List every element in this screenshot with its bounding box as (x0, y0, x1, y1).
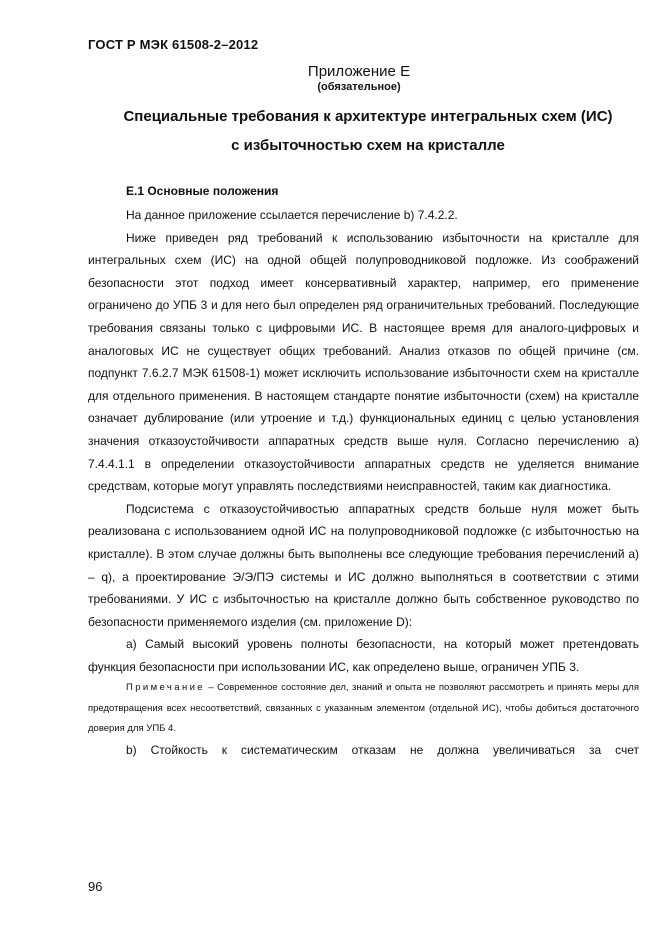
main-title-line-1: Специальные требования к архитектуре интегральных схем (ИС) (123, 108, 613, 125)
appendix-title: Приложение Е (307, 63, 411, 80)
paragraph-1: На данное приложение ссылается перечисление b) 7.4.2.2. (126, 208, 458, 222)
list-item-b: b) Стойкость к систематическим отказам не должна увеличиваться за счет (126, 743, 639, 758)
note-block (88, 678, 639, 739)
appendix-heading (0, 63, 661, 93)
note-text: – Современное состояние дел, знаний и опыта не позволяют рассмотреть и принять меры для предотвращения всех несоответствий, связанных с указанным элементом (отдельной ИС), чтобы добиться достаточного доверия для УПБ 4. (88, 682, 639, 735)
paragraph-3: Подсистема с отказоустойчивостью аппаратных средств больше нуля может быть реализована с использованием одной ИС на полупроводниковой подложке (с избыточностью на кристалле). В этом случае должны быть выполнены все следующие требования перечислений a) – q), а проектирование Э/Э/ПЭ системы и ИС должно выполняться в соответствии с этими требованиями. У ИС с избыточностью на кристалле должно быть собственное руководство по безопасности применяемого изделия (см. приложение D): (88, 501, 639, 629)
main-title-line-2: с избыточностью схем на кристалле (231, 137, 505, 154)
body-content (88, 178, 639, 762)
section-heading: Е.1 Основные положения (126, 184, 279, 198)
paragraph-2: Ниже приведен ряд требований к использованию избыточности на кристалле для интегральных схем (ИС) на одной общей полупроводниковой подложке. Из соображений безопасности этот подход имеет консервативный характер, например, его применение ограничено до УПБ 3 и для него был определен ряд ограничительных требований. Последующие требования связаны только с цифровыми ИС. В настоящее время для аналого-цифровых и аналоговых ИС не существует общих требований. Анализ отказов по общей причине (см. подпункт 7.6.2.7 МЭК 61508-1) может исключить использование избыточности схем на кристалле для отдельного применения. В настоящем стандарте понятие избыточности (схем) на кристалле означает дублирование (или утроение и т.д.) функциональных единиц с целью установления значения отказоустойчивости аппаратных средств выше нуля. Согласно перечислению a) 7.4.4.1.1 в определении отказоустойчивости аппаратных средств не уделяется внимание средствам, которые могут управлять последствиями неисправностей, таким как диагностика. (88, 230, 639, 494)
page-number: 96 (88, 879, 103, 894)
note-label: Примечание (126, 682, 205, 694)
appendix-main-title (88, 102, 648, 160)
list-item-a: a) Самый высокий уровень полноты безопасности, на который может претендовать функция безопасности при использовании ИС, как определено выше, ограничен УПБ 3. (88, 637, 639, 674)
running-header: ГОСТ Р МЭК 61508-2–2012 (88, 37, 259, 52)
appendix-status: (обязательное) (317, 81, 401, 93)
